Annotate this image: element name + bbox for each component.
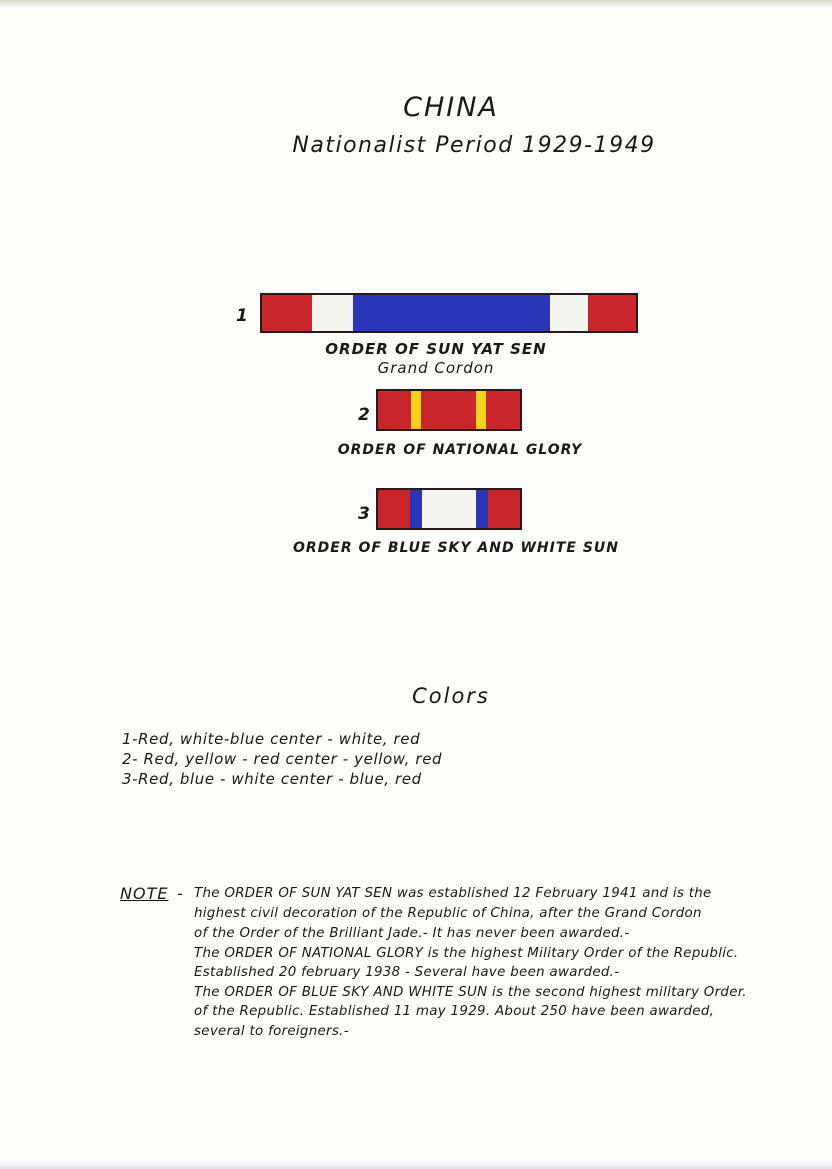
ribbon-1-name: ORDER OF SUN YAT SEN [325,340,547,358]
paper-bottom-edge [0,1161,832,1169]
color-line-2: 2- Red, yellow - red center - yellow, red [122,750,443,768]
note-line-3: of the Order of the Brilliant Jade.- It has never been awarded.- [194,926,630,941]
ribbon-1-subname: Grand Cordon [377,359,495,377]
note-dash: - [177,884,183,903]
paper-top-edge [0,0,832,8]
ribbon-1-stripe-blue-center [353,295,550,331]
note-line-6: The ORDER OF BLUE SKY AND WHITE SUN is the second highest military Order. [194,985,747,1000]
note-line-1: The ORDER OF SUN YAT SEN was established 12 February 1941 and is the [194,886,712,901]
ribbon-3-stripe-red-right [488,490,520,528]
note-label: NOTE [120,884,169,903]
note-line-8: several to foreigners.- [194,1024,349,1039]
color-line-1: 1-Red, white-blue center - white, red [122,730,421,748]
note-line-2: highest civil decoration of the Republic of China, after the Grand Cordon [194,906,702,921]
ribbon-2-stripe-yellow-left [411,391,421,429]
ribbon-1-stripe-red-left [262,295,312,331]
ribbon-2-number: 2 [358,405,370,425]
ribbon-order-of-sun-yat-sen [260,293,638,333]
ribbon-1-stripe-white-right [550,295,588,331]
ribbon-1-stripe-red-right [588,295,636,331]
ribbon-3-number: 3 [358,504,370,524]
note-line-7: of the Republic. Established 11 may 1929. About 250 have been awarded, [194,1004,715,1019]
ribbon-2-stripe-red-right [486,391,520,429]
ribbon-3-stripe-blue-right [476,490,488,528]
ribbon-3-stripe-white-center [422,490,476,528]
page-subtitle: Nationalist Period 1929-1949 [292,133,656,158]
ribbon-2-stripe-red-left [378,391,411,429]
ribbon-3-stripe-blue-left [410,490,422,528]
ribbon-3-stripe-red-left [378,490,410,528]
note-line-5: Established 20 february 1938 - Several have been awarded.- [194,965,620,980]
ribbon-1-number: 1 [236,306,248,326]
ribbon-1-stripe-white-left [312,295,353,331]
color-line-3: 3-Red, blue - white center - blue, red [122,770,422,788]
ribbon-2-stripe-yellow-right [476,391,486,429]
note-line-4: The ORDER OF NATIONAL GLORY is the highest Military Order of the Republic. [194,946,739,961]
colors-heading: Colors [412,684,490,708]
ribbon-2-name: ORDER OF NATIONAL GLORY [337,442,583,458]
ribbon-2-stripe-red-center [421,391,476,429]
ribbon-order-of-national-glory [376,389,522,431]
ribbon-order-of-blue-sky-and-white-sun [376,488,522,530]
page-title: CHINA [403,92,499,123]
ribbon-3-name: ORDER OF BLUE SKY AND WHITE SUN [292,540,619,556]
